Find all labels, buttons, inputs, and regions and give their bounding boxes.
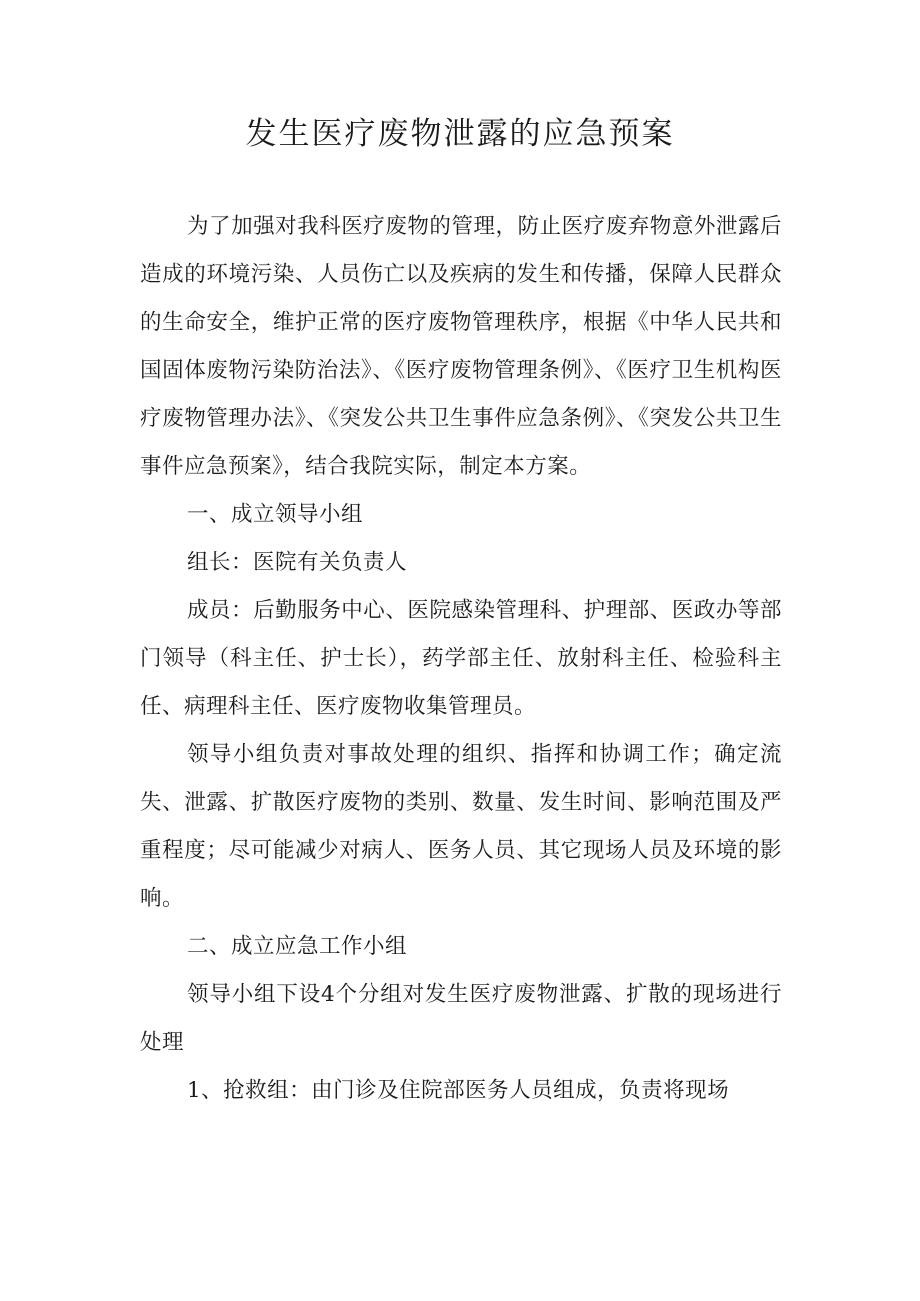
section-heading-leadership-group: 一、成立领导小组: [187, 502, 364, 527]
paragraph-subgroups: 领导小组下设4个分组对发生医疗废物泄露、扩散的现场进行处理: [140, 982, 782, 1055]
paragraph-leadership-duties: 领导小组负责对事故处理的组织、指挥和协调工作；确定流失、泄露、扩散医疗废物的类别、数量、发生时间、影响范围及严重程度；尽可能减少对病人、医务人员、其它现场人员及环境的影响。: [140, 742, 782, 911]
section-heading-emergency-team: 二、成立应急工作小组: [187, 934, 408, 959]
paragraph-intro: 为了加强对我科医疗废物的管理，防止医疗废弃物意外泄露后造成的环境污染、人员伤亡以及疾病的发生和传播，保障人民群众的生命安全，维护正常的医疗废物管理秩序，根据《中华人民共和国固体废物污染防治法》、《医疗废物管理条例》、《医疗卫生机构医疗废物管理办法》、《突发公共卫生事件应急条例》、《突发公共卫生事件应急预案》，结合我院实际，制定本方案。: [140, 214, 782, 479]
paragraph-rescue-group: 1、抢救组：由门诊及住院部医务人员组成，负责将现场: [187, 1078, 730, 1103]
paragraph-group-leader: 组长：医院有关负责人: [187, 550, 408, 575]
document-title: 发生医疗废物泄露的应急预案: [245, 116, 675, 152]
paragraph-members: 成员：后勤服务中心、医院感染管理科、护理部、医政办等部门领导（科主任、护士长），药学部主任、放射科主任、检验科主任、病理科主任、医疗废物收集管理员。: [140, 598, 782, 719]
document-body: [140, 203, 782, 1115]
